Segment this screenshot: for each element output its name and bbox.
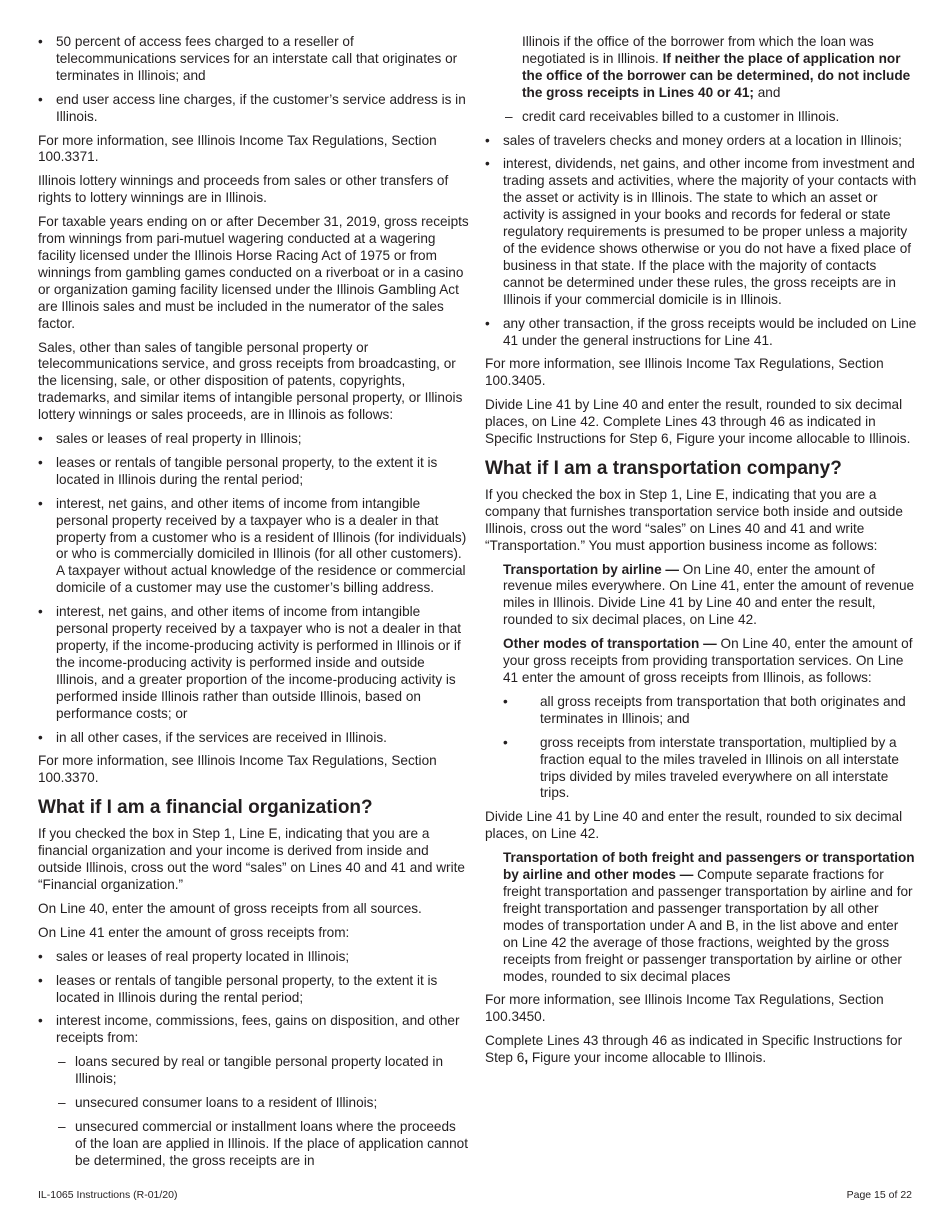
dash-list [38, 1054, 470, 1169]
paragraph: If you checked the box in Step 1, Line E, indicating that you are a financial organization and your income is derived from inside and outside Illinois, cross out the word “sales” on Lines 40 and 41 and write “Financial organization.” [38, 826, 465, 892]
bold-text: Transportation by airline — [503, 561, 679, 577]
list-item: • interest, net gains, and other items of income from intangible personal property received by a taxpayer who is a dealer in that property from a customer who is a resident of Illinois (for individuals) or who is commercially domiciled in Illinois (for all other customers). A taxpayer without actual knowledge of the residence or commercial domicile of a customer may use the customer’s billing address. [38, 496, 470, 597]
bold-text: Transportation of both freight and passengers or transportation by airline and other modes — [503, 850, 915, 883]
list-item: • all gross receipts from transportation that both originates and terminates in Illinois; and [503, 694, 917, 728]
list-item: • gross receipts from interstate transportation, multiplied by a fraction equal to the miles traveled in Illinois on all interstate trips divided by miles traveled everywhere on all interstate trips. [503, 735, 917, 803]
list-item: • sales or leases of real property located in Illinois; [38, 949, 470, 966]
bullet-list [38, 34, 470, 126]
list-item: • end user access line charges, if the customer’s service address is in Illinois. [38, 92, 470, 126]
list-item: • sales or leases of real property in Illinois; [38, 431, 470, 448]
list-item: • in all other cases, if the services are received in Illinois. [38, 730, 470, 747]
list-item [38, 1013, 470, 1047]
list-item: • interest, dividends, net gains, and other income from investment and trading assets and activities, where the majority of your contacts with the asset or activity is in Illinois. The state to which an asset or activity is assigned in your books and records for federal or state regulatory requirements is presumed to be proper unless a majority of the evidence shows otherwise or you do not have a fixed place of business in that state. If the place with the majority of contacts cannot be determined under these rules, the gross receipts are in Illinois if your commercial domicile is in Illinois. [485, 156, 917, 308]
both-modes-paragraph [503, 850, 917, 985]
bold-text: Other modes of transportation — [503, 636, 717, 652]
paragraph: On Line 40, enter the amount of gross receipts from all sources. [38, 900, 422, 916]
text-run: Complete Lines 43 through 46 as indicated in Specific Instructions for Step 6 [485, 1033, 903, 1066]
paragraph: For taxable years ending on or after December 31, 2019, gross receipts from winnings from pari-mutuel wagering conducted at a wagering facility licensed under the Illinois Horse Racing Act of 1975 or from winnings from gambling games conducted on a riverboat or in a casino or organization gaming facility licensed under the Illinois Gambling Act are Illinois sales and must be included in the numerator of the sales factor. [38, 214, 469, 331]
paragraph: For more information, see Illinois Income Tax Regulations, Section 100.3450. [485, 992, 884, 1025]
section-heading-transportation: What if I am a transportation company? [485, 457, 842, 479]
bullet-list [38, 949, 470, 1048]
dash-item: – unsecured consumer loans to a resident of Illinois; [56, 1095, 470, 1112]
list-item: • 50 percent of access fees charged to a reseller of telecommunications services for an interstate call that originates or terminates in Illinois; and [38, 34, 470, 85]
dash-list [485, 109, 917, 126]
list-item: • leases or rentals of tangible personal property, to the extent it is located in Illinois during the rental period; [38, 455, 470, 489]
bold-text: , [524, 1050, 529, 1066]
text-run: Figure your income allocable to Illinois. [528, 1050, 767, 1066]
paragraph: For more information, see Illinois Income Tax Regulations, Section 100.3371. [38, 132, 437, 165]
paragraph [485, 1033, 917, 1067]
text-run: On Line 40, enter the amount of your gross receipts from providing transportation services. On Line 41 enter the amount of gross receipts from Illinois, as follows: [503, 636, 913, 685]
dash-item: – loans secured by real or tangible personal property located in Illinois; [56, 1054, 470, 1088]
dash-item: – unsecured commercial or installment loans where the proceeds of the loan are applied in Illinois. If the place of application cannot be determined, the gross receipts are in [56, 1119, 470, 1170]
paragraph: Divide Line 41 by Line 40 and enter the result, rounded to six decimal places, on Line 42. [485, 809, 903, 842]
text-run: and [753, 84, 781, 100]
continued-paragraph [522, 34, 917, 102]
paragraph: Illinois lottery winnings and proceeds from sales or other transfers of rights to lottery winnings are in Illinois. [38, 173, 449, 206]
other-modes-paragraph [503, 636, 917, 687]
footer-page-number: Page 15 of 22 [846, 1189, 912, 1201]
list-item: • interest, net gains, and other items of income from intangible personal property received by a taxpayer who is not a dealer in that property, if the income-producing activity is performed in Illinois or if the income-producing activity is performed inside and outside Illinois, and a greater proportion of the income-producing activity is performed inside Illinois rather than outside Illinois, based on performance costs; or [38, 604, 470, 722]
paragraph: Sales, other than sales of tangible personal property or telecommunications service, and gross receipts from broadcasting, or the licensing, sale, or other disposition of patents, copyrights, trademarks, and similar items of intangible personal property, or Illinois lottery winnings or sales proceeds, are in Illinois as follows: [38, 339, 463, 423]
bullet-list [485, 133, 917, 350]
text-run: On Line 40, enter the amount of revenue miles everywhere. On Line 41, enter the amount of revenue miles in Illinois. Divide Line 41 by Line 40 and enter the result, rounded to six decimal places, on Line 42. [503, 561, 915, 628]
list-item: • leases or rentals of tangible personal property, to the extent it is located in Illinois during the rental period; [38, 973, 470, 1007]
paragraph: If you checked the box in Step 1, Line E, indicating that you are a company that furnishes transportation service both inside and outside Illinois, cross out the word “sales” on Lines 40 and 41 and write “Transportation.” You must apportion business income as follows: [485, 486, 903, 553]
list-item: • any other transaction, if the gross receipts would be included on Line 41 under the general instructions for Line 41. [485, 316, 917, 350]
paragraph: On Line 41 enter the amount of gross receipts from: [38, 924, 350, 940]
section-heading-financial: What if I am a financial organization? [38, 797, 373, 819]
list-item: • sales of travelers checks and money orders at a location in Illinois; [485, 133, 917, 150]
airline-paragraph [503, 562, 917, 630]
text-run: Compute separate fractions for freight transportation and passenger transportation by airline and for freight transportation and passenger transportation by all other modes of transportation under A and B, in the list above and enter on Line 42 the average of those fractions, weighted by the gross receipts from freight or passenger transportation by airline or other modes, rounded to six decimal places [503, 867, 913, 984]
list-item-text: interest income, commissions, fees, gains on disposition, and other receipts from: [56, 1013, 460, 1046]
right-column [485, 34, 917, 1074]
bold-text: If neither the place of application nor the office of the borrower can be determined, do not include the gross receipts in Lines 40 or 41; [522, 50, 911, 100]
text-run: Illinois if the office of the borrower from which the loan was negotiated is in Illinois. [522, 34, 874, 66]
dash-item: – credit card receivables billed to a customer in Illinois. [503, 109, 917, 126]
footer-form-id: IL-1065 Instructions (R-01/20) [38, 1189, 178, 1201]
bullet-list [485, 694, 917, 802]
paragraph: Divide Line 41 by Line 40 and enter the result, rounded to six decimal places, on Line 42. Complete Lines 43 through 46 as indicated in Specific Instructions for Step 6, Figure your income allocable to Illinois. [485, 397, 911, 447]
paragraph: For more information, see Illinois Income Tax Regulations, Section 100.3370. [38, 753, 437, 786]
bullet-list [38, 431, 470, 746]
paragraph: For more information, see Illinois Income Tax Regulations, Section 100.3405. [485, 356, 884, 389]
left-column [38, 34, 470, 1177]
